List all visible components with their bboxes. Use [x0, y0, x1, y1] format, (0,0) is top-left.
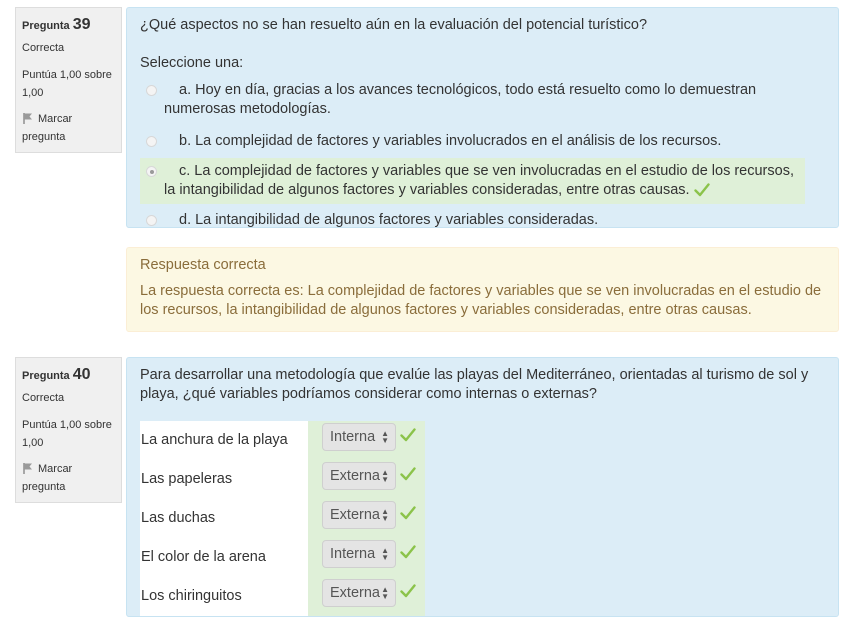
check-icon [694, 183, 710, 197]
answer-select-value: Externa [330, 468, 380, 484]
question-number-value: 40 [72, 366, 91, 383]
matching-table [140, 421, 425, 616]
check-icon [400, 506, 416, 520]
answer-option-text: d. La intangibilidad de algunos factores y variables consideradas. [179, 212, 599, 228]
question-content-39 [126, 7, 839, 228]
flag-icon [22, 462, 34, 474]
answer-option-d[interactable] [140, 207, 805, 234]
question-label: Pregunta [22, 20, 70, 32]
flag-icon [22, 112, 34, 124]
match-row [140, 577, 425, 616]
answer-select[interactable] [322, 501, 396, 529]
answer-option-text: b. La complejidad de factores y variables involucrados en el análisis de los recursos. [179, 133, 722, 149]
match-row-answer [308, 538, 425, 577]
check-icon [400, 545, 416, 559]
answer-select[interactable] [322, 423, 396, 451]
match-row [140, 538, 425, 577]
radio-c[interactable] [146, 166, 157, 177]
question-info-40 [15, 357, 122, 503]
question-number-value: 39 [72, 16, 91, 33]
question-grade: Puntúa 1,00 sobre 1,00 [22, 69, 112, 99]
answer-select-value: Externa [330, 585, 380, 601]
feedback-title: Respuesta correcta [140, 257, 266, 273]
answer-select[interactable] [322, 579, 396, 607]
match-row-text: El color de la arena [140, 538, 308, 577]
flag-label: Marcar pregunta [22, 113, 73, 143]
question-number [22, 366, 115, 384]
question-text: ¿Qué aspectos no se han resuelto aún en la evaluación del potencial turístico? [140, 17, 648, 33]
answer-options [140, 77, 825, 234]
match-row-answer [308, 421, 425, 460]
match-row-text: Las duchas [140, 499, 308, 538]
radio-a[interactable] [146, 85, 157, 96]
answer-option-text: a. Hoy en día, gracias a los avances tecnológicos, todo está resuelto como lo demuestran numerosas metodologías. [164, 82, 757, 117]
answer-option-text: c. La complejidad de factores y variables que se ven involucradas en el estudio de los recursos, la intangibilidad de algunos factores y variables consideradas, entre otras causas. [164, 163, 794, 198]
answer-select-value: Interna [330, 546, 376, 562]
answer-select-value: Externa [330, 507, 380, 523]
match-row-text: Los chiringuitos [140, 577, 308, 616]
select-arrows-icon: ▲ ▼ [381, 507, 389, 523]
flag-label: Marcar pregunta [22, 463, 73, 493]
question-info-39 [15, 7, 122, 153]
answer-option-c[interactable] [140, 158, 805, 204]
question-grade: Puntúa 1,00 sobre 1,00 [22, 419, 112, 449]
match-row-answer [308, 499, 425, 538]
select-arrows-icon: ▲ ▼ [381, 585, 389, 601]
select-arrows-icon: ▲ ▼ [381, 546, 389, 562]
match-row-answer [308, 577, 425, 616]
answer-option-a[interactable] [140, 77, 805, 123]
match-row-text: Las papeleras [140, 460, 308, 499]
match-row [140, 421, 425, 460]
answer-select-value: Interna [330, 429, 376, 445]
question-state: Correcta [22, 392, 65, 404]
match-row-answer [308, 460, 425, 499]
feedback-box [126, 247, 839, 332]
match-row-text: La anchura de la playa [140, 421, 308, 460]
match-row [140, 460, 425, 499]
radio-d[interactable] [146, 215, 157, 226]
radio-b[interactable] [146, 136, 157, 147]
answer-option-b[interactable] [140, 128, 805, 155]
answer-prompt: Seleccione una: [140, 55, 244, 71]
check-icon [400, 428, 416, 442]
flag-question-link[interactable] [22, 460, 115, 496]
question-number [22, 16, 115, 34]
question-state: Correcta [22, 42, 65, 54]
match-row [140, 499, 425, 538]
check-icon [400, 467, 416, 481]
feedback-text: La respuesta correcta es: La complejidad de factores y variables que se ven involucradas en el estudio de los recursos, la intangibilidad de algunos factores y variables consideradas, entre otras causas. [140, 283, 822, 318]
answer-select[interactable] [322, 462, 396, 490]
flag-question-link[interactable] [22, 110, 115, 146]
select-arrows-icon: ▲ ▼ [381, 468, 389, 484]
question-label: Pregunta [22, 370, 70, 382]
select-arrows-icon: ▲ ▼ [381, 429, 389, 445]
answer-option-text-wrap [164, 162, 797, 200]
question-text: Para desarrollar una metodología que evalúe las playas del Mediterráneo, orientadas al turismo de sol y playa, ¿qué variables podríamos considerar como internas o externas? [140, 367, 809, 402]
answer-select[interactable] [322, 540, 396, 568]
